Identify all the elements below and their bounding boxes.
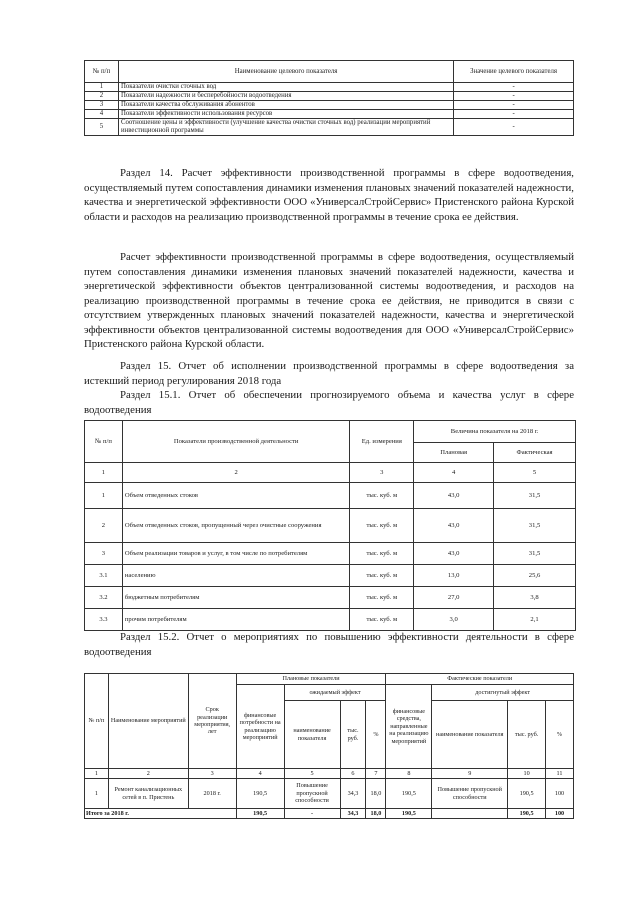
cell-plan: 27,0: [414, 587, 494, 609]
colnum: 11: [546, 769, 574, 779]
target-indicators-table: [84, 60, 574, 136]
table-row: [85, 483, 576, 509]
header-fact: Фактическая: [494, 443, 576, 463]
header-plan-ind-name: наименование показателя: [284, 701, 340, 769]
cell-unit: тыс. куб. м: [350, 565, 414, 587]
cell-num: 3.1: [85, 565, 123, 587]
cell-fact-thr: 190,5: [508, 779, 546, 809]
colnum: 1: [85, 769, 109, 779]
colnum: 4: [236, 769, 284, 779]
colnum: 2: [122, 463, 349, 483]
cell-fin-needs: 190,5: [236, 779, 284, 809]
column-number-row: [85, 769, 574, 779]
cell-num: 3: [85, 101, 119, 110]
cell-num: 1: [85, 483, 123, 509]
header-indicator-name: Наименование целевого показателя: [118, 61, 453, 83]
efficiency-measures-table: [84, 673, 574, 819]
cell-plan-ind-name: Повышение пропускной способности: [284, 779, 340, 809]
cell-num: 1: [85, 83, 119, 92]
table-row: [85, 543, 576, 565]
header-fact-thr: тыс. руб.: [508, 701, 546, 769]
section-15-title: Раздел 15. Отчет об исполнении производственной программы в сфере водоотведения за истекший период регулирования 2018 года: [84, 360, 574, 387]
cell-plan: 13,0: [414, 565, 494, 587]
table-row: [85, 119, 574, 136]
colnum: 1: [85, 463, 123, 483]
column-number-row: [85, 463, 576, 483]
header-fin-spent: финансовые средства, направленные на реализацию мероприятий: [386, 685, 432, 769]
cell-name: Объем отведенных стоков, пропущенный через очистные сооружения: [122, 509, 349, 543]
cell-total-plan-pct: 18,0: [366, 809, 386, 819]
header-fact-ind-name: наименование показателя: [432, 701, 508, 769]
table-row: [85, 565, 576, 587]
header-plan-indicators: Плановые показатели: [236, 674, 386, 685]
cell-num: 1: [85, 779, 109, 809]
colnum: 5: [284, 769, 340, 779]
cell-total-label: Итого за 2018 г.: [85, 809, 237, 819]
cell-name: Соотношение цены и эффективности (улучшение качества очистки сточных вод) реализации мероприятий инвестиционной программы: [118, 119, 453, 136]
cell-value: -: [454, 110, 574, 119]
cell-fact-pct: 100: [546, 779, 574, 809]
cell-total-fin-needs: 190,5: [236, 809, 284, 819]
colnum: 8: [386, 769, 432, 779]
cell-plan: 43,0: [414, 509, 494, 543]
colnum: 5: [494, 463, 576, 483]
cell-fact-ind-name: Повышение пропускной способности: [432, 779, 508, 809]
cell-term: 2018 г.: [188, 779, 236, 809]
colnum: 9: [432, 769, 508, 779]
cell-num: 5: [85, 119, 119, 136]
cell-total-plan-thr: 34,3: [340, 809, 366, 819]
cell-measure-name: Ремонт канализационных сетей в п. Пристень: [108, 779, 188, 809]
colnum: 2: [108, 769, 188, 779]
cell-fact: 31,5: [494, 543, 576, 565]
cell-plan: 3,0: [414, 609, 494, 631]
header-measure-name: Наименование мероприятий: [108, 674, 188, 769]
cell-total-plan-ind: -: [284, 809, 340, 819]
section-15-2-title: Раздел 15.2. Отчет о мероприятиях по повышению эффективности деятельности в сфере водоотведения: [84, 631, 574, 658]
cell-total-fact-ind: [432, 809, 508, 819]
cell-fin-spent: 190,5: [386, 779, 432, 809]
header-expected-effect: ожидаемый эффект: [284, 685, 386, 701]
cell-fact: 2,1: [494, 609, 576, 631]
header-fin-needs: финансовые потребности на реализацию мероприятий: [236, 685, 284, 769]
cell-fact: 3,8: [494, 587, 576, 609]
table-row: [85, 587, 576, 609]
table-header-row: [85, 421, 576, 443]
cell-total-fact-pct: 100: [546, 809, 574, 819]
cell-fact: 25,6: [494, 565, 576, 587]
cell-value: -: [454, 119, 574, 136]
colnum: 10: [508, 769, 546, 779]
cell-value: -: [454, 92, 574, 101]
cell-plan-pct: 18,0: [366, 779, 386, 809]
colnum: 3: [188, 769, 236, 779]
cell-unit: тыс. куб. м: [350, 609, 414, 631]
header-num: № п/п: [85, 61, 119, 83]
header-unit: Ед. измерения: [350, 421, 414, 463]
header-fact-indicators: Фактические показатели: [386, 674, 574, 685]
cell-fact: 31,5: [494, 483, 576, 509]
header-term: Срок реализации мероприятия, лет: [188, 674, 236, 769]
header-num: № п/п: [85, 674, 109, 769]
production-indicators-table: [84, 420, 576, 631]
header-indicator-value: Значение целевого показателя: [454, 61, 574, 83]
cell-name: бюджетным потребителям: [122, 587, 349, 609]
cell-num: 3.2: [85, 587, 123, 609]
cell-plan-thr: 34,3: [340, 779, 366, 809]
cell-unit: тыс. куб. м: [350, 543, 414, 565]
cell-name: Показатели надежности и бесперебойности водоотведения: [118, 92, 453, 101]
table-header-row: [85, 674, 574, 685]
cell-name: прочим потребителям: [122, 609, 349, 631]
cell-unit: тыс. куб. м: [350, 483, 414, 509]
cell-num: 4: [85, 110, 119, 119]
colnum: 6: [340, 769, 366, 779]
cell-num: 2: [85, 92, 119, 101]
cell-name: Показатели очистки сточных вод: [118, 83, 453, 92]
table-row: [85, 609, 576, 631]
cell-total-fact-thr: 190,5: [508, 809, 546, 819]
table-row: [85, 779, 574, 809]
section-14-explanation: Расчет эффективности производственной программы в сфере водоотведения, осуществляемый путем сопоставления динамики изменения плановых значений показателей надежности, качества и энергетической эффективности объектов централизованной системы водоотведения, и расходов на реализацию производственной программы в течение срока ее действия, не приводится в связи с отсутствием утвержденных плановых значений показателей надежности, качества и энергетической эффективности объектов централизованной системы водоотведения для ООО «УниверсалСтройСервис» Пристенского района Курской области.: [84, 251, 574, 350]
cell-num: 3: [85, 543, 123, 565]
colnum: 4: [414, 463, 494, 483]
cell-value: -: [454, 101, 574, 110]
cell-num: 2: [85, 509, 123, 543]
cell-num: 3.3: [85, 609, 123, 631]
header-plan: Плановая: [414, 443, 494, 463]
table-row: [85, 101, 574, 110]
cell-unit: тыс. куб. м: [350, 587, 414, 609]
header-num: № п/п: [85, 421, 123, 463]
table-header-row: [85, 61, 574, 83]
header-fact-pct: %: [546, 701, 574, 769]
colnum: 7: [366, 769, 386, 779]
section-14-paragraph: Раздел 14. Расчет эффективности производственной программы в сфере водоотведения, осуществляемый путем сопоставления динамики изменения плановых значений показателей надежности, качества и энергетической эффективности ООО «УниверсалСтройСервис» Пристенского района Курской области и расходов на реализацию производственной программы в течение срока ее действия.: [84, 167, 574, 223]
cell-total-fin-spent: 190,5: [386, 809, 432, 819]
cell-plan: 43,0: [414, 483, 494, 509]
cell-fact: 31,5: [494, 509, 576, 543]
header-indicator-name: Показатели производственной деятельности: [122, 421, 349, 463]
table-row: [85, 83, 574, 92]
cell-name: Показатели эффективности использования ресурсов: [118, 110, 453, 119]
cell-name: населению: [122, 565, 349, 587]
header-achieved-effect: достигнутый эффект: [432, 685, 574, 701]
table-total-row: [85, 809, 574, 819]
cell-unit: тыс. куб. м: [350, 509, 414, 543]
table-row: [85, 110, 574, 119]
cell-name: Объем отведенных стоков: [122, 483, 349, 509]
table-row: [85, 509, 576, 543]
cell-plan: 43,0: [414, 543, 494, 565]
table-row: [85, 92, 574, 101]
colnum: 3: [350, 463, 414, 483]
header-plan-pct: %: [366, 701, 386, 769]
header-plan-thr: тыс. руб.: [340, 701, 366, 769]
header-value-2018: Величина показателя на 2018 г.: [414, 421, 576, 443]
cell-name: Объем реализации товаров и услуг, в том числе по потребителям: [122, 543, 349, 565]
section-15-1-title: Раздел 15.1. Отчет об обеспечении прогнозируемого объема и качества услуг в сфере водоотведения: [84, 389, 574, 416]
cell-name: Показатели качества обслуживания абонентов: [118, 101, 453, 110]
cell-value: -: [454, 83, 574, 92]
